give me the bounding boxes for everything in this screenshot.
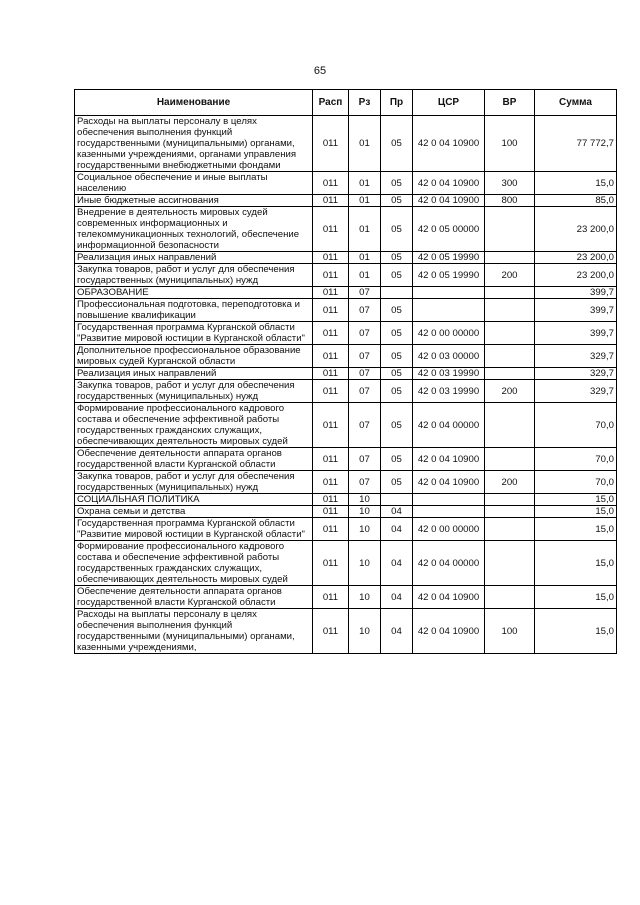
- cell-vr: 100: [485, 116, 535, 172]
- budget-table: [74, 89, 617, 654]
- cell-sum: 85,0: [535, 195, 617, 207]
- cell-name: Профессиональная подготовка, переподготовка и повышение квалификации: [75, 299, 313, 322]
- cell-sum: 70,0: [535, 448, 617, 471]
- cell-rasp: 011: [313, 195, 349, 207]
- header-rasp: Расп: [313, 90, 349, 116]
- table-row: [75, 252, 617, 264]
- cell-pr: 05: [381, 448, 413, 471]
- cell-name: ОБРАЗОВАНИЕ: [75, 287, 313, 299]
- cell-name: Расходы на выплаты персоналу в целях обеспечения выполнения функций государственными (муниципальными) органами, казенными учреждениями, органами управления государственными внебюджетными фондами: [75, 116, 313, 172]
- cell-name: Закупка товаров, работ и услуг для обеспечения государственных (муниципальных) нужд: [75, 471, 313, 494]
- page-number: 65: [313, 65, 327, 77]
- cell-sum: 23 200,0: [535, 252, 617, 264]
- cell-rasp: 011: [313, 116, 349, 172]
- cell-rz: 01: [349, 195, 381, 207]
- cell-csr: 42 0 03 00000: [413, 345, 485, 368]
- cell-csr: 42 0 04 00000: [413, 403, 485, 448]
- cell-rz: 07: [349, 368, 381, 380]
- cell-rz: 01: [349, 172, 381, 195]
- cell-csr: 42 0 00 00000: [413, 322, 485, 345]
- cell-csr: 42 0 05 00000: [413, 207, 485, 252]
- cell-csr: 42 0 03 19990: [413, 368, 485, 380]
- cell-pr: [381, 287, 413, 299]
- cell-sum: 399,7: [535, 322, 617, 345]
- cell-csr: 42 0 05 19990: [413, 264, 485, 287]
- cell-vr: [485, 287, 535, 299]
- cell-pr: 04: [381, 518, 413, 541]
- cell-rasp: 011: [313, 380, 349, 403]
- cell-vr: [485, 494, 535, 506]
- cell-pr: 05: [381, 195, 413, 207]
- cell-rasp: 011: [313, 448, 349, 471]
- cell-sum: 15,0: [535, 494, 617, 506]
- cell-name: Обеспечение деятельности аппарата органов государственной власти Курганской области: [75, 586, 313, 609]
- table-row: [75, 609, 617, 654]
- table-row: [75, 299, 617, 322]
- table-row: [75, 403, 617, 448]
- cell-rz: 07: [349, 448, 381, 471]
- cell-vr: [485, 299, 535, 322]
- cell-name: Закупка товаров, работ и услуг для обеспечения государственных (муниципальных) нужд: [75, 264, 313, 287]
- cell-name: Охрана семьи и детства: [75, 506, 313, 518]
- header-csr: ЦСР: [413, 90, 485, 116]
- cell-name: Государственная программа Курганской области "Развитие мировой юстиции в Курганской области": [75, 518, 313, 541]
- cell-pr: 05: [381, 380, 413, 403]
- cell-sum: 23 200,0: [535, 207, 617, 252]
- cell-rz: 07: [349, 345, 381, 368]
- cell-csr: [413, 287, 485, 299]
- header-sum: Сумма: [535, 90, 617, 116]
- cell-pr: 04: [381, 541, 413, 586]
- table-row: [75, 116, 617, 172]
- cell-pr: 05: [381, 403, 413, 448]
- cell-csr: [413, 299, 485, 322]
- cell-vr: [485, 368, 535, 380]
- cell-sum: 23 200,0: [535, 264, 617, 287]
- cell-sum: 15,0: [535, 518, 617, 541]
- cell-sum: 70,0: [535, 403, 617, 448]
- cell-rasp: 011: [313, 252, 349, 264]
- cell-rasp: 011: [313, 207, 349, 252]
- cell-vr: [485, 506, 535, 518]
- cell-csr: 42 0 04 10900: [413, 448, 485, 471]
- cell-csr: 42 0 04 10900: [413, 609, 485, 654]
- cell-pr: 05: [381, 116, 413, 172]
- cell-sum: 15,0: [535, 609, 617, 654]
- table-row: [75, 586, 617, 609]
- cell-sum: 70,0: [535, 471, 617, 494]
- cell-rasp: 011: [313, 471, 349, 494]
- cell-pr: 04: [381, 609, 413, 654]
- cell-vr: [485, 541, 535, 586]
- header-pr: Пр: [381, 90, 413, 116]
- cell-vr: [485, 448, 535, 471]
- cell-sum: 329,7: [535, 368, 617, 380]
- cell-rz: 01: [349, 207, 381, 252]
- cell-sum: 329,7: [535, 380, 617, 403]
- cell-name: Реализация иных направлений: [75, 252, 313, 264]
- cell-csr: 42 0 04 10900: [413, 586, 485, 609]
- cell-rasp: 011: [313, 345, 349, 368]
- cell-rasp: 011: [313, 368, 349, 380]
- cell-pr: 05: [381, 471, 413, 494]
- cell-csr: 42 0 04 10900: [413, 172, 485, 195]
- table-row: [75, 195, 617, 207]
- cell-pr: 05: [381, 207, 413, 252]
- cell-pr: 05: [381, 345, 413, 368]
- table-row: [75, 494, 617, 506]
- cell-name: Расходы на выплаты персоналу в целях обеспечения выполнения функций государственными (муниципальными) органами, казенными учреждениями,: [75, 609, 313, 654]
- cell-vr: [485, 518, 535, 541]
- cell-vr: [485, 345, 535, 368]
- cell-name: Иные бюджетные ассигнования: [75, 195, 313, 207]
- cell-pr: 05: [381, 172, 413, 195]
- cell-rz: 07: [349, 299, 381, 322]
- cell-rasp: 011: [313, 322, 349, 345]
- cell-pr: 04: [381, 506, 413, 518]
- cell-name: СОЦИАЛЬНАЯ ПОЛИТИКА: [75, 494, 313, 506]
- cell-vr: 100: [485, 609, 535, 654]
- cell-name: Закупка товаров, работ и услуг для обеспечения государственных (муниципальных) нужд: [75, 380, 313, 403]
- cell-rz: 10: [349, 518, 381, 541]
- cell-csr: 42 0 05 19990: [413, 252, 485, 264]
- cell-rasp: 011: [313, 403, 349, 448]
- cell-vr: [485, 207, 535, 252]
- cell-sum: 399,7: [535, 299, 617, 322]
- cell-rz: 10: [349, 506, 381, 518]
- cell-rasp: 011: [313, 287, 349, 299]
- table-row: [75, 287, 617, 299]
- cell-sum: 15,0: [535, 586, 617, 609]
- cell-rasp: 011: [313, 609, 349, 654]
- cell-vr: [485, 322, 535, 345]
- cell-pr: 05: [381, 368, 413, 380]
- cell-vr: 200: [485, 471, 535, 494]
- cell-name: Государственная программа Курганской области "Развитие мировой юстиции в Курганской области": [75, 322, 313, 345]
- cell-rasp: 011: [313, 586, 349, 609]
- cell-sum: 15,0: [535, 172, 617, 195]
- table-body: [75, 116, 617, 654]
- cell-sum: 329,7: [535, 345, 617, 368]
- cell-rz: 10: [349, 494, 381, 506]
- cell-vr: 200: [485, 264, 535, 287]
- cell-name: Внедрение в деятельность мировых судей современных информационных и телекоммуникационных технологий, обеспечение информационной безопасности: [75, 207, 313, 252]
- cell-rz: 10: [349, 609, 381, 654]
- cell-vr: 800: [485, 195, 535, 207]
- cell-name: Обеспечение деятельности аппарата органов государственной власти Курганской области: [75, 448, 313, 471]
- cell-rz: 07: [349, 287, 381, 299]
- cell-rz: 07: [349, 403, 381, 448]
- cell-csr: [413, 494, 485, 506]
- cell-vr: 300: [485, 172, 535, 195]
- cell-rz: 10: [349, 541, 381, 586]
- cell-vr: [485, 252, 535, 264]
- cell-vr: 200: [485, 380, 535, 403]
- table-row: [75, 207, 617, 252]
- cell-rz: 10: [349, 586, 381, 609]
- cell-rasp: 011: [313, 506, 349, 518]
- cell-rz: 07: [349, 380, 381, 403]
- cell-sum: 77 772,7: [535, 116, 617, 172]
- table-row: [75, 506, 617, 518]
- table-row: [75, 380, 617, 403]
- cell-rz: 07: [349, 322, 381, 345]
- header-name: Наименование: [75, 90, 313, 116]
- header-rz: Рз: [349, 90, 381, 116]
- cell-pr: 05: [381, 322, 413, 345]
- cell-rasp: 011: [313, 299, 349, 322]
- cell-name: Реализация иных направлений: [75, 368, 313, 380]
- cell-pr: 05: [381, 252, 413, 264]
- cell-pr: 04: [381, 586, 413, 609]
- cell-rasp: 011: [313, 518, 349, 541]
- cell-rasp: 011: [313, 541, 349, 586]
- cell-csr: 42 0 04 10900: [413, 195, 485, 207]
- cell-csr: [413, 506, 485, 518]
- table-row: [75, 471, 617, 494]
- cell-csr: 42 0 04 00000: [413, 541, 485, 586]
- cell-rz: 01: [349, 264, 381, 287]
- cell-pr: 05: [381, 264, 413, 287]
- cell-name: Социальное обеспечение и иные выплаты населению: [75, 172, 313, 195]
- cell-sum: 399,7: [535, 287, 617, 299]
- cell-name: Формирование профессионального кадрового состава и обеспечение эффективной работы государственных гражданских служащих, обеспечивающих деятельность мировых судей: [75, 541, 313, 586]
- cell-name: Дополнительное профессиональное образование мировых судей Курганской области: [75, 345, 313, 368]
- table-row: [75, 541, 617, 586]
- cell-rasp: 011: [313, 172, 349, 195]
- cell-sum: 15,0: [535, 541, 617, 586]
- cell-csr: 42 0 04 10900: [413, 116, 485, 172]
- cell-pr: [381, 494, 413, 506]
- table-header-row: [75, 90, 617, 116]
- cell-vr: [485, 403, 535, 448]
- table-row: [75, 368, 617, 380]
- table-row: [75, 345, 617, 368]
- header-vr: ВР: [485, 90, 535, 116]
- cell-rasp: 011: [313, 264, 349, 287]
- cell-csr: 42 0 03 19990: [413, 380, 485, 403]
- cell-rz: 01: [349, 116, 381, 172]
- cell-csr: 42 0 04 10900: [413, 471, 485, 494]
- cell-name: Формирование профессионального кадрового состава и обеспечение эффективной работы государственных гражданских служащих, обеспечивающих деятельность мировых судей: [75, 403, 313, 448]
- table-row: [75, 322, 617, 345]
- cell-vr: [485, 586, 535, 609]
- table-row: [75, 448, 617, 471]
- table-row: [75, 172, 617, 195]
- cell-rz: 01: [349, 252, 381, 264]
- cell-pr: 05: [381, 299, 413, 322]
- table-row: [75, 264, 617, 287]
- cell-rasp: 011: [313, 494, 349, 506]
- cell-sum: 15,0: [535, 506, 617, 518]
- cell-rz: 07: [349, 471, 381, 494]
- table-row: [75, 518, 617, 541]
- cell-csr: 42 0 00 00000: [413, 518, 485, 541]
